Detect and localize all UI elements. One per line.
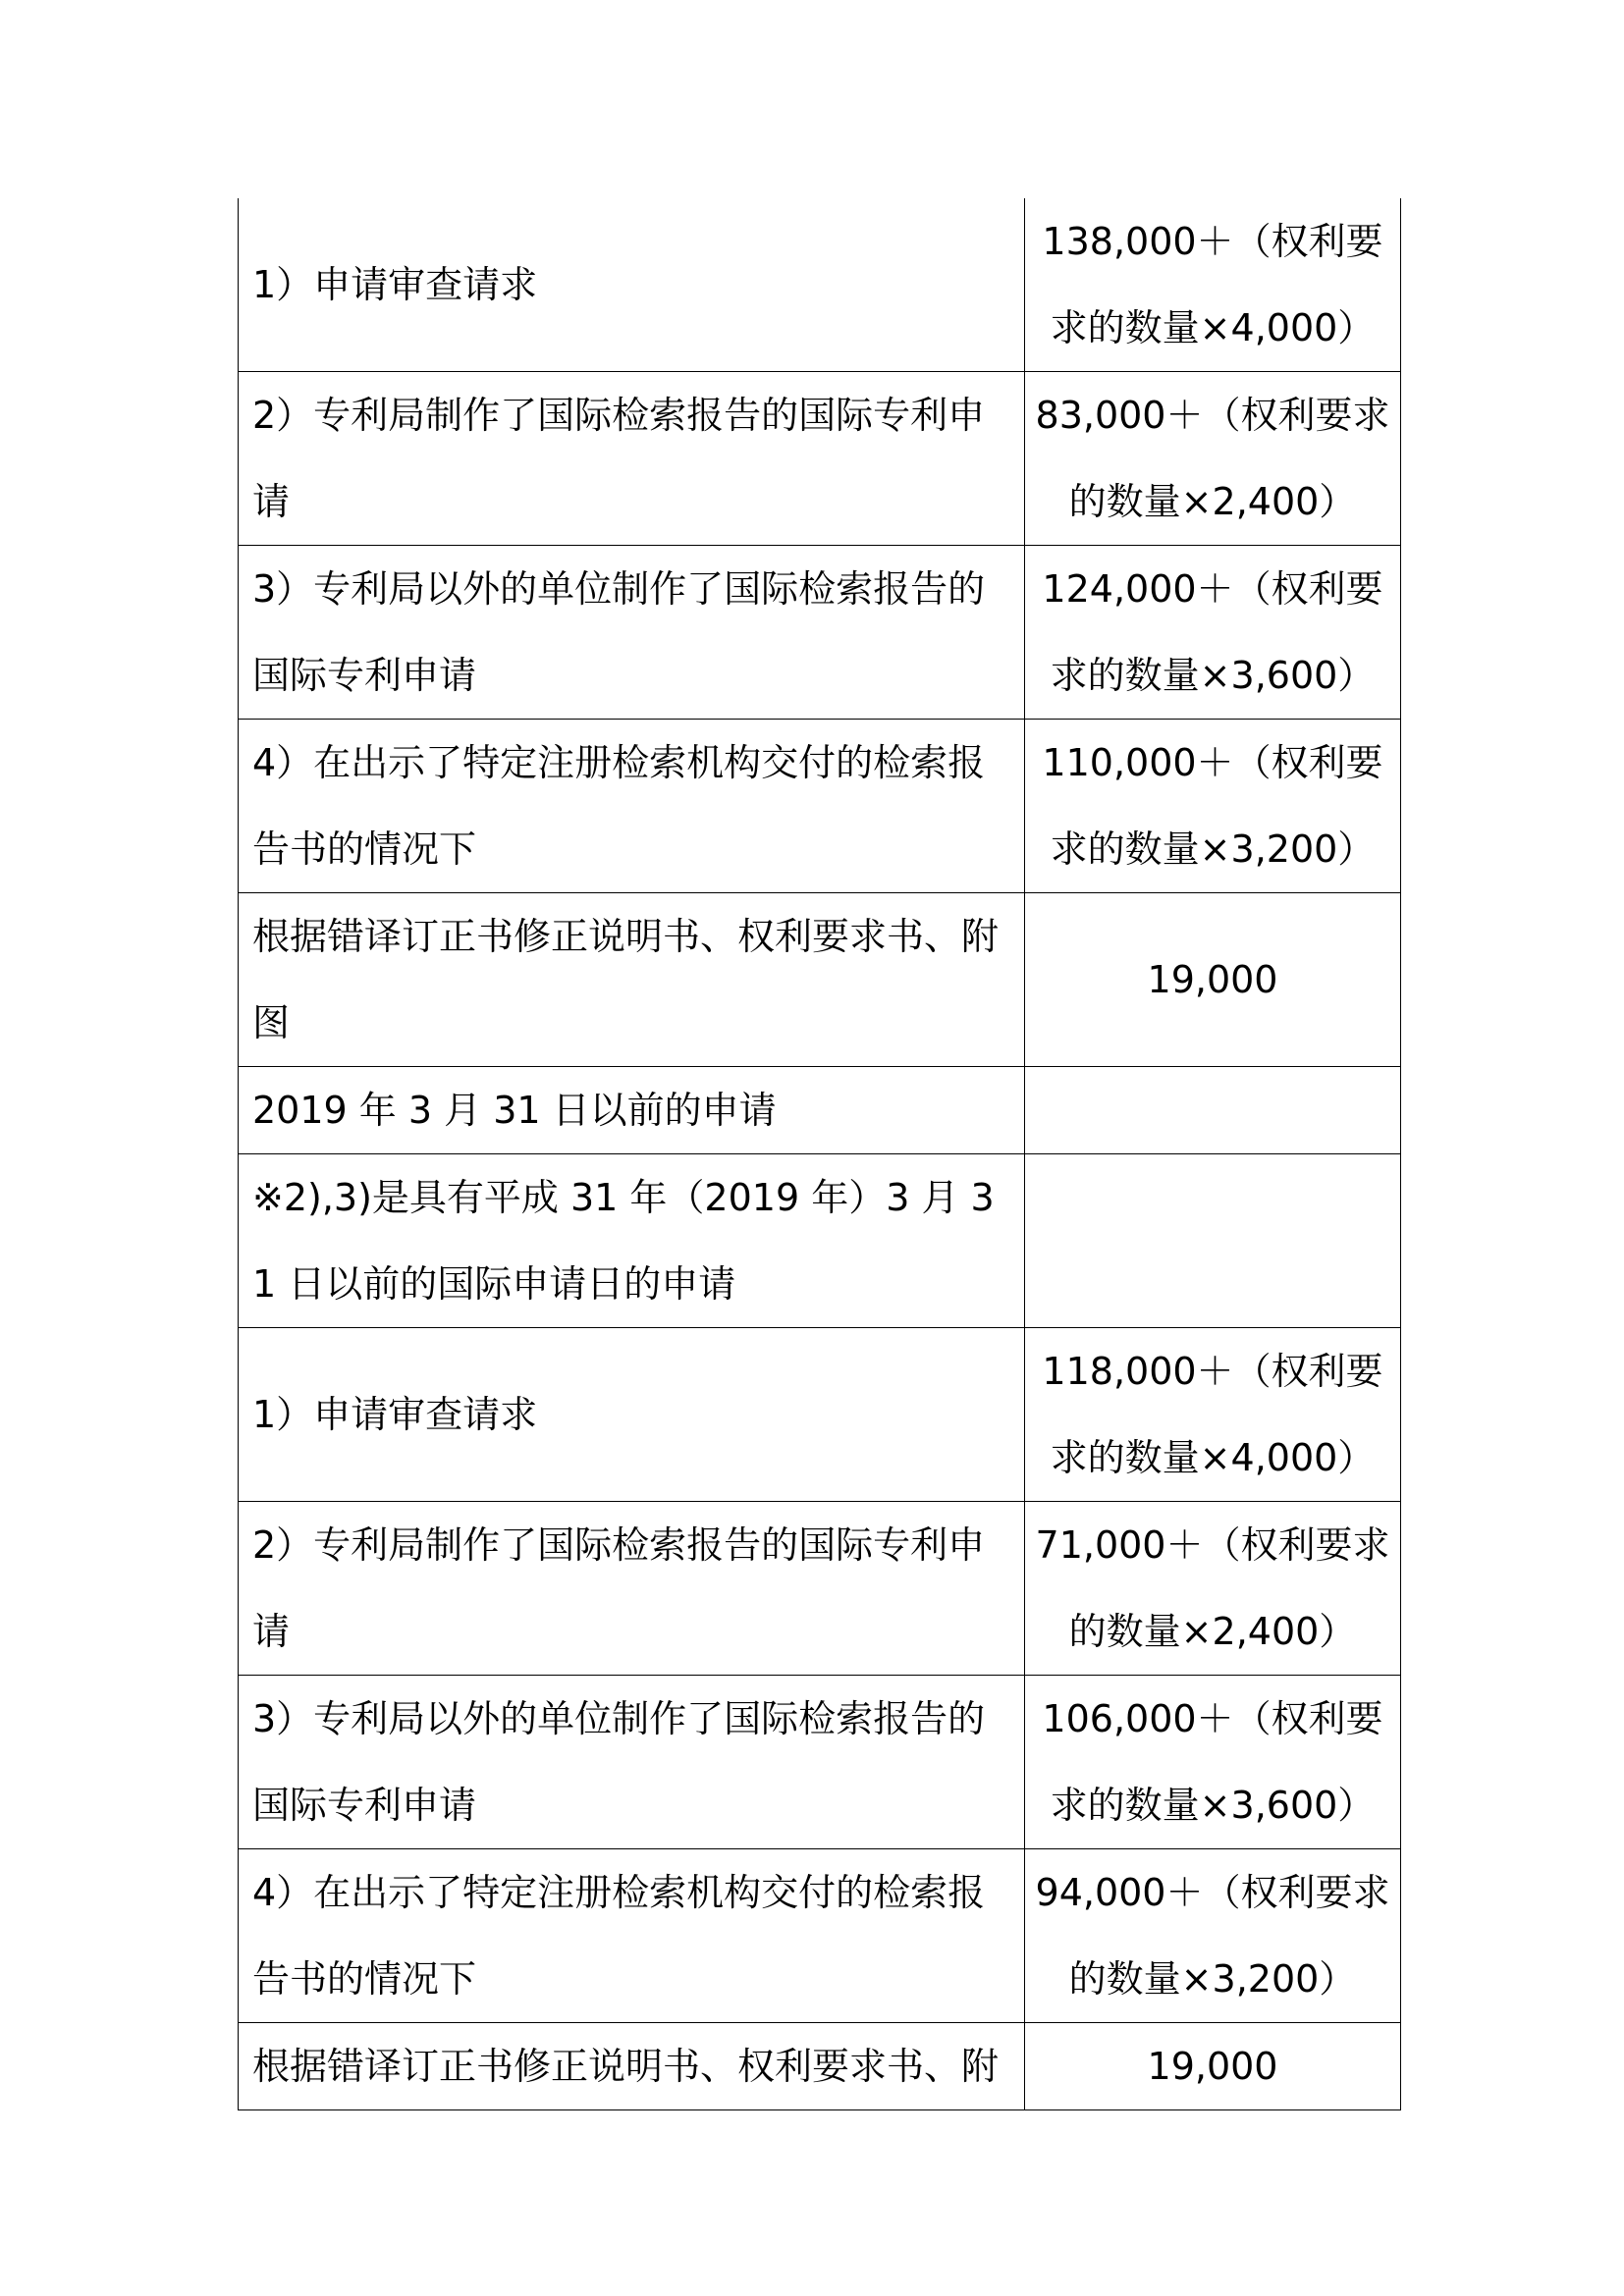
fee-item-cell: 根据错译订正书修正说明书、权利要求书、附图 (239, 893, 1025, 1067)
table-row (239, 546, 1401, 720)
fee-item-cell: 3）专利局以外的单位制作了国际检索报告的国际专利申请 (239, 546, 1025, 720)
table-row (239, 2023, 1401, 2110)
fee-item-cell: 3）专利局以外的单位制作了国际检索报告的国际专利申请 (239, 1676, 1025, 1849)
fee-amount-cell (1025, 1154, 1401, 1328)
table-row (239, 1502, 1401, 1676)
fee-amount-cell: 71,000＋（权利要求的数量×2,400） (1025, 1502, 1401, 1676)
table-row (239, 1676, 1401, 1849)
fee-amount-cell: 19,000 (1025, 2023, 1401, 2110)
fee-amount-cell: 138,000＋（权利要求的数量×4,000） (1025, 198, 1401, 372)
fee-item-cell: 4）在出示了特定注册检索机构交付的检索报告书的情况下 (239, 1849, 1025, 2023)
fee-amount-cell: 118,000＋（权利要求的数量×4,000） (1025, 1328, 1401, 1502)
table-row (239, 720, 1401, 893)
table-row (239, 1849, 1401, 2023)
fee-amount-cell: 106,000＋（权利要求的数量×3,600） (1025, 1676, 1401, 1849)
fee-item-cell: 2）专利局制作了国际检索报告的国际专利申请 (239, 1502, 1025, 1676)
fee-table-body (239, 198, 1401, 2110)
fee-amount-cell: 124,000＋（权利要求的数量×3,600） (1025, 546, 1401, 720)
fee-amount-cell (1025, 1067, 1401, 1154)
table-row (239, 198, 1401, 372)
fee-item-cell: 2019 年 3 月 31 日以前的申请 (239, 1067, 1025, 1154)
fee-amount-cell: 19,000 (1025, 893, 1401, 1067)
fee-item-cell: 根据错译订正书修正说明书、权利要求书、附 (239, 2023, 1025, 2110)
table-row (239, 372, 1401, 546)
table-row (239, 893, 1401, 1067)
table-row (239, 1067, 1401, 1154)
fee-item-cell: ※2),3)是具有平成 31 年（2019 年）3 月 31 日以前的国际申请日的申请 (239, 1154, 1025, 1328)
fee-item-cell: 1）申请审查请求 (239, 1328, 1025, 1502)
table-row (239, 1154, 1401, 1328)
fee-table (238, 198, 1401, 2110)
fee-amount-cell: 110,000＋（权利要求的数量×3,200） (1025, 720, 1401, 893)
fee-item-cell: 4）在出示了特定注册检索机构交付的检索报告书的情况下 (239, 720, 1025, 893)
fee-amount-cell: 94,000＋（权利要求的数量×3,200） (1025, 1849, 1401, 2023)
fee-item-cell: 1）申请审查请求 (239, 198, 1025, 372)
table-row (239, 1328, 1401, 1502)
fee-item-cell: 2）专利局制作了国际检索报告的国际专利申请 (239, 372, 1025, 546)
fee-amount-cell: 83,000＋（权利要求的数量×2,400） (1025, 372, 1401, 546)
